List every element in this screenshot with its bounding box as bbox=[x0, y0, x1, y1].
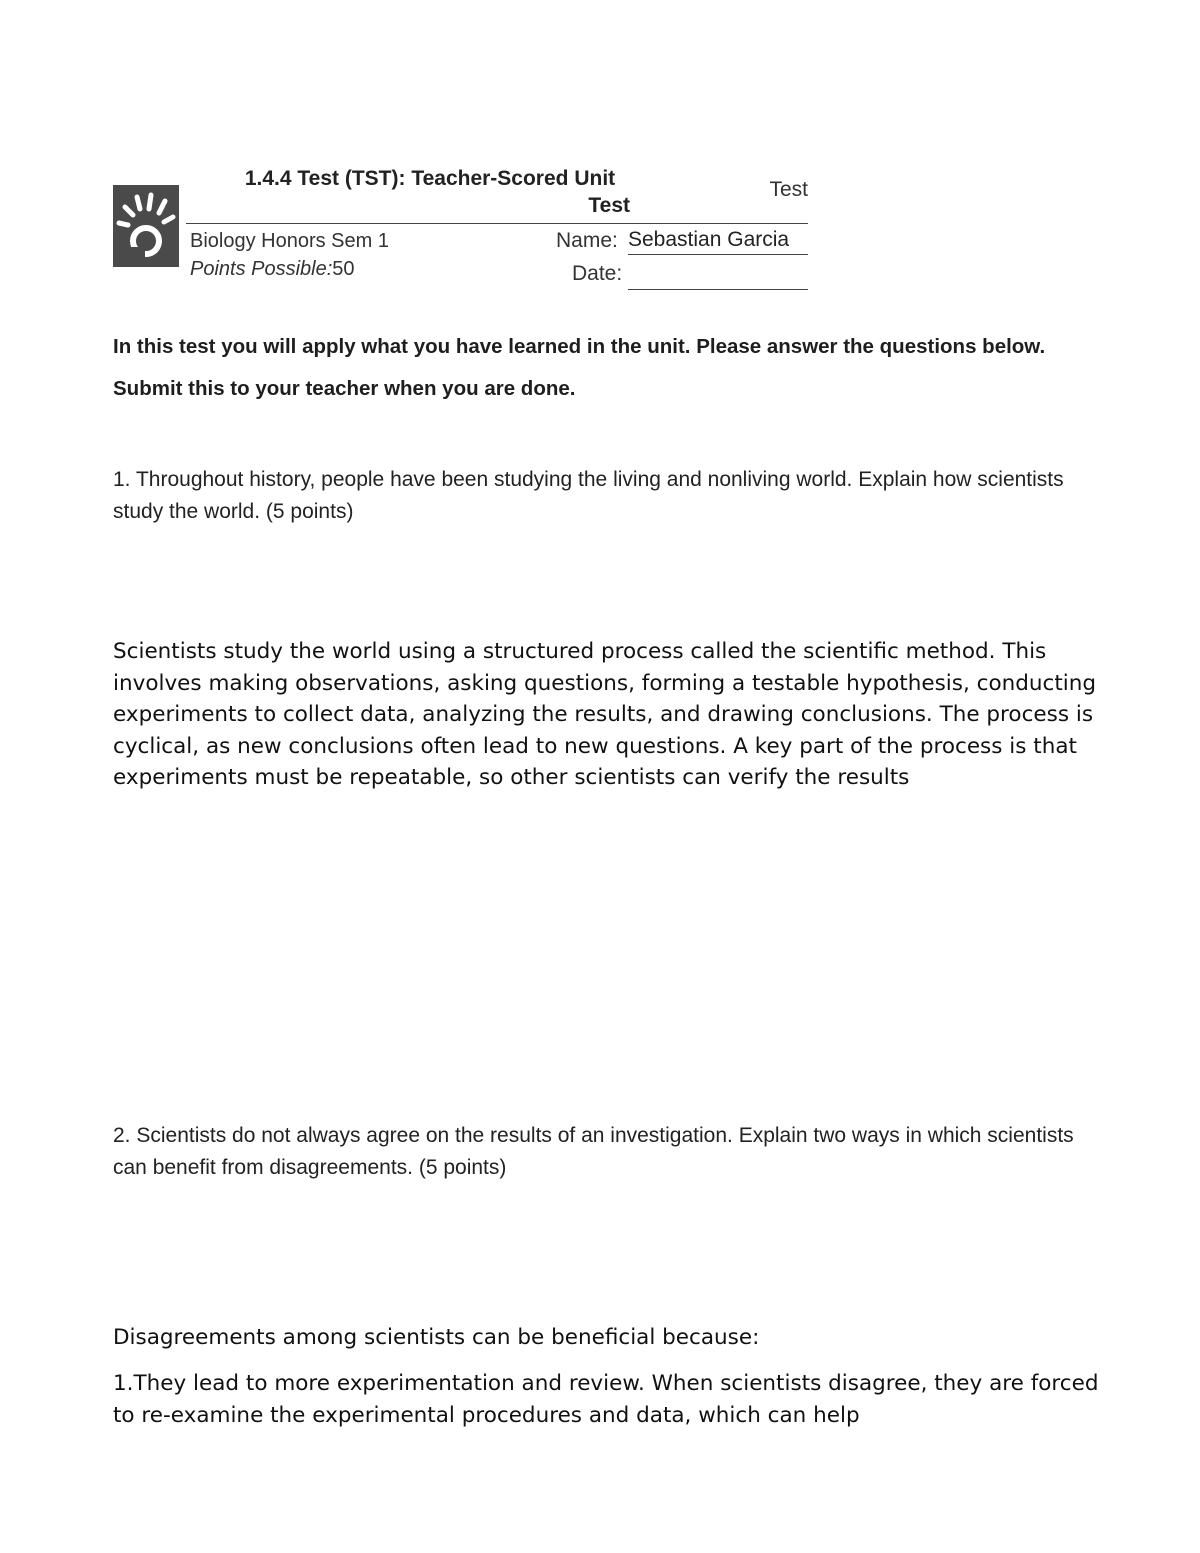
course-name: Biology Honors Sem 1 bbox=[190, 230, 389, 252]
question-2-prompt: 2. Scientists do not always agree on the results of an investigation. Explain two ways in which scientists can benefit from disagreements. (5 points) bbox=[113, 1124, 1074, 1179]
test-title bbox=[190, 165, 630, 219]
question-2-answer-point-1: 1.They lead to more experimentation and review. When scientists disagree, they are forced to re-examine the experimental procedures and data, which can help bbox=[113, 1371, 1099, 1428]
test-title-line2: Test bbox=[588, 194, 630, 217]
points-label: Points Possible: bbox=[190, 258, 333, 280]
date-field[interactable] bbox=[628, 289, 808, 290]
test-type: Test bbox=[769, 178, 808, 201]
header-divider bbox=[186, 223, 808, 224]
points-value: 50 bbox=[332, 258, 355, 280]
name-field[interactable]: Sebastian Garcia bbox=[628, 228, 808, 255]
date-label: Date: bbox=[572, 262, 623, 285]
test-instructions: In this test you will apply what you have learned in the unit. Please answer the questions below. Submit this to your teacher when you are done. bbox=[113, 335, 1046, 400]
test-title-line1: 1.4.4 Test (TST): Teacher-Scored Unit bbox=[244, 167, 616, 190]
question-1-answer: Scientists study the world using a structured process called the scientific method. This involves making observations, asking questions, forming a testable hypothesis, conducting experiments to collect data, analyzing the results, and drawing conclusions. The process is cyclical, as new conclusions often lead to new questions. A key part of the process is that experiments must be repeatable, so other scientists can verify the results bbox=[113, 639, 1096, 790]
sunburst-logo-icon bbox=[113, 185, 179, 267]
question-2-answer-intro: Disagreements among scientists can be beneficial because: bbox=[113, 1325, 760, 1350]
question-1-prompt: 1. Throughout history, people have been studying the living and nonliving world. Explain how scientists study the world. (5 points) bbox=[113, 468, 1064, 523]
points-possible bbox=[190, 258, 355, 281]
name-label: Name: bbox=[556, 229, 618, 252]
